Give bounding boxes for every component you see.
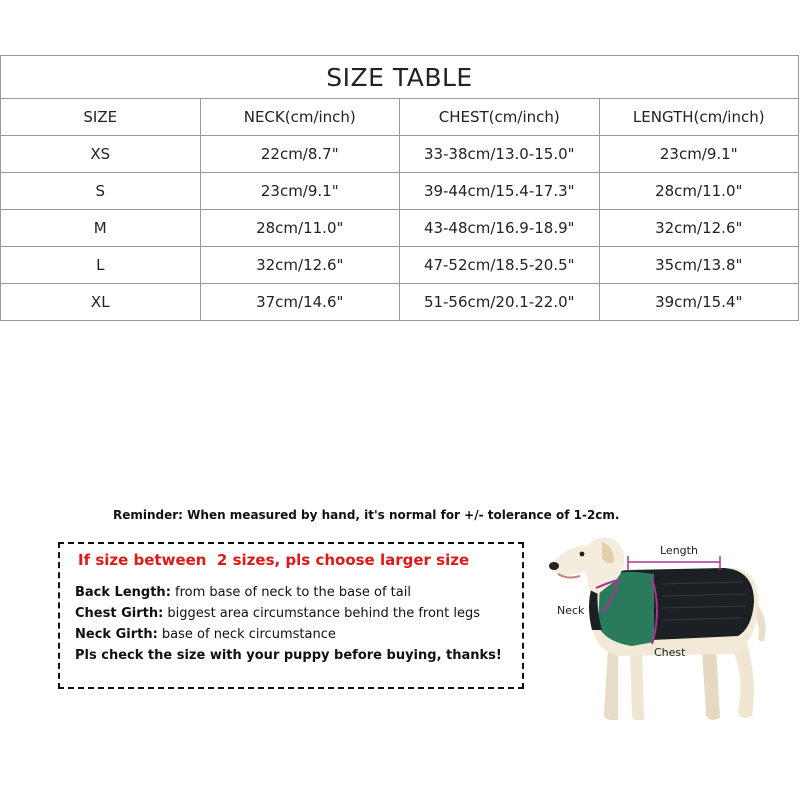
length-label: Length	[660, 544, 698, 557]
cell-size: XS	[1, 136, 201, 173]
header-neck: NECK(cm/inch)	[200, 99, 400, 136]
neck-label: Neck	[557, 604, 585, 617]
cell-size: S	[1, 173, 201, 210]
back-length-label: Back Length:	[75, 585, 171, 600]
table-row	[1, 284, 799, 321]
cell-size: XL	[1, 284, 201, 321]
table-row	[1, 136, 799, 173]
note-back-length	[75, 585, 411, 600]
note-title: If size between 2 sizes, pls choose larger size	[78, 551, 470, 569]
chest-label: Chest	[654, 646, 686, 659]
note-check	[75, 648, 502, 663]
check-text: Pls check the size with your puppy before buying, thanks!	[75, 648, 502, 663]
cell-length: 28cm/11.0"	[599, 173, 799, 210]
cell-chest: 33-38cm/13.0-15.0"	[400, 136, 600, 173]
header-size: SIZE	[1, 99, 201, 136]
size-note-box	[58, 542, 524, 689]
cell-length: 23cm/9.1"	[599, 136, 799, 173]
table-title-row	[1, 56, 799, 99]
table-row	[1, 173, 799, 210]
cell-size: M	[1, 210, 201, 247]
cell-chest: 51-56cm/20.1-22.0"	[400, 284, 600, 321]
header-chest: CHEST(cm/inch)	[400, 99, 600, 136]
chest-girth-label: Chest Girth:	[75, 606, 164, 621]
cell-length: 35cm/13.8"	[599, 247, 799, 284]
table-row	[1, 210, 799, 247]
table-header-row	[1, 99, 799, 136]
neck-girth-text: base of neck circumstance	[157, 627, 336, 642]
neck-girth-label: Neck Girth:	[75, 627, 158, 642]
note-neck-girth	[75, 627, 336, 642]
cell-neck: 22cm/8.7"	[200, 136, 400, 173]
header-length: LENGTH(cm/inch)	[599, 99, 799, 136]
table-title: SIZE TABLE	[1, 56, 799, 99]
back-length-text: from base of neck to the base of tail	[170, 585, 411, 600]
dog-measurement-diagram	[532, 530, 800, 730]
cell-neck: 23cm/9.1"	[200, 173, 400, 210]
cell-length: 39cm/15.4"	[599, 284, 799, 321]
cell-neck: 37cm/14.6"	[200, 284, 400, 321]
dog-illustration	[532, 530, 800, 730]
chest-girth-text: biggest area circumstance behind the front legs	[163, 606, 481, 621]
cell-chest: 47-52cm/18.5-20.5"	[400, 247, 600, 284]
size-table	[0, 55, 799, 321]
note-chest-girth	[75, 606, 480, 621]
table-row	[1, 247, 799, 284]
cell-size: L	[1, 247, 201, 284]
cell-chest: 39-44cm/15.4-17.3"	[400, 173, 600, 210]
reminder-text: Reminder: When measured by hand, it's normal for +/- tolerance of 1-2cm.	[113, 508, 620, 522]
cell-chest: 43-48cm/16.9-18.9"	[400, 210, 600, 247]
cell-neck: 32cm/12.6"	[200, 247, 400, 284]
cell-neck: 28cm/11.0"	[200, 210, 400, 247]
cell-length: 32cm/12.6"	[599, 210, 799, 247]
